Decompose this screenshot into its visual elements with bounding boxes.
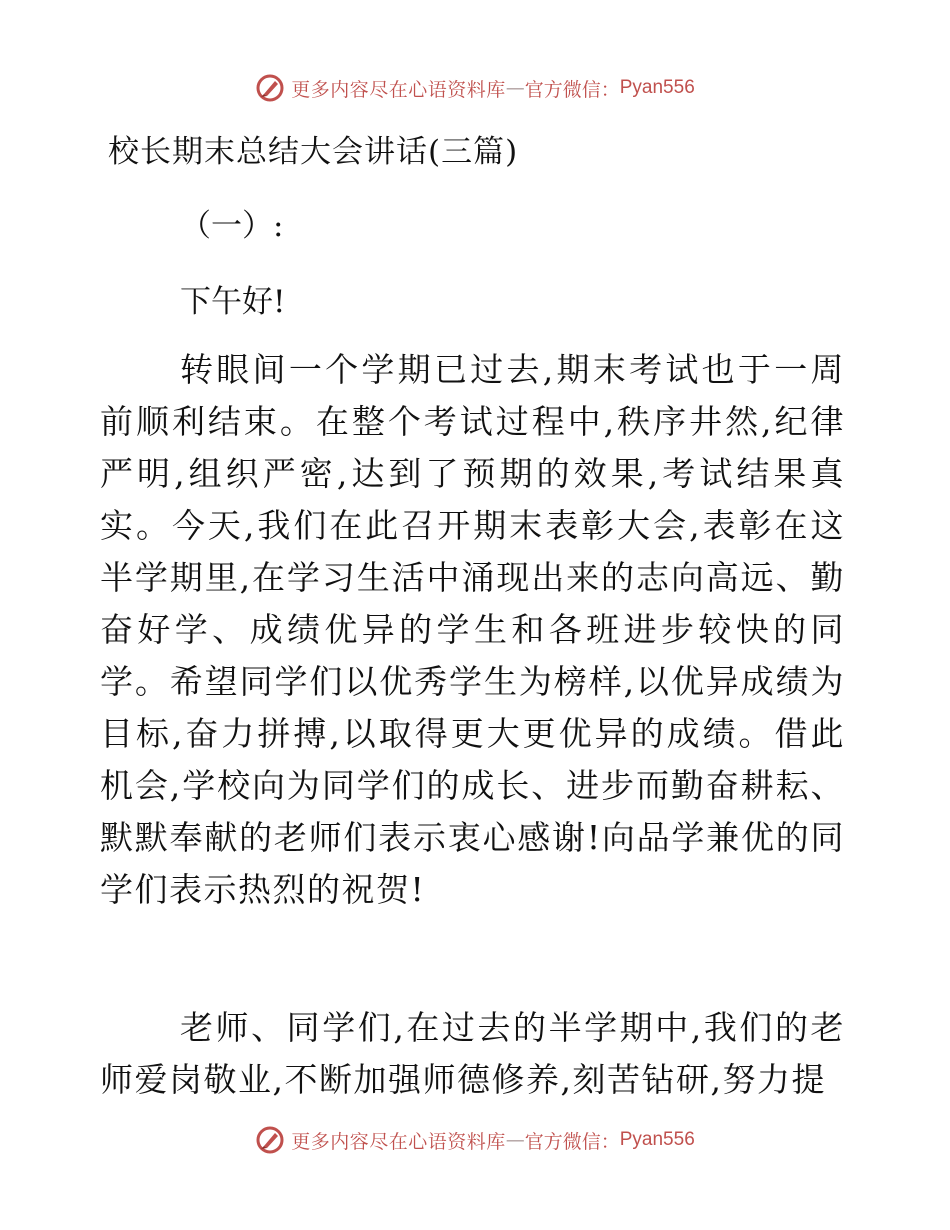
paragraph-1: 转眼间一个学期已过去,期末考试也于一周前顺利结束。在整个考试过程中,秩序井然,纪律严明,组织严密,达到了预期的效果,考试结果真实。今天,我们在此召开期末表彰大会,表彰在这半学期里,在学习生活中涌现出来的志向高远、勤奋好学、成绩优异的学生和各班进步较快的同学。希望同学们以优秀学生为榜样,以优异成绩为目标,奋力拼搏,以取得更大更优异的成绩。借此机会,学校向为同学们的成长、进步而勤奋耕耘、默默奉献的老师们表示衷心感谢!向品学兼优的同学们表示热烈的祝贺! (100, 350, 845, 909)
pen-logo-icon (255, 73, 285, 103)
pen-logo-icon (255, 1125, 285, 1155)
watermark-wechat-label: 官方微信： (524, 78, 620, 101)
watermark-account: Pyan556 (619, 77, 695, 98)
watermark-brand: 更多内容尽在心语资料库 (291, 78, 506, 101)
watermark-banner-top (0, 68, 950, 108)
paragraph-2: 老师、同学们,在过去的半学期中,我们的老师爱岗敬业,不断加强师德修养,刻苦钻研,努力提 (100, 1008, 845, 1099)
watermark-brand: 更多内容尽在心语资料库 (291, 1130, 506, 1153)
greeting: 下午好! (180, 284, 286, 320)
document-title: 校长期末总结大会讲话(三篇) (108, 134, 519, 170)
watermark-banner-bottom (0, 1120, 950, 1160)
watermark-separator: — (505, 77, 525, 99)
watermark-account: Pyan556 (619, 1129, 695, 1150)
section-heading: （一）: (180, 208, 284, 244)
watermark-wechat-label: 官方微信： (524, 1130, 620, 1153)
watermark-separator: — (505, 1129, 525, 1151)
